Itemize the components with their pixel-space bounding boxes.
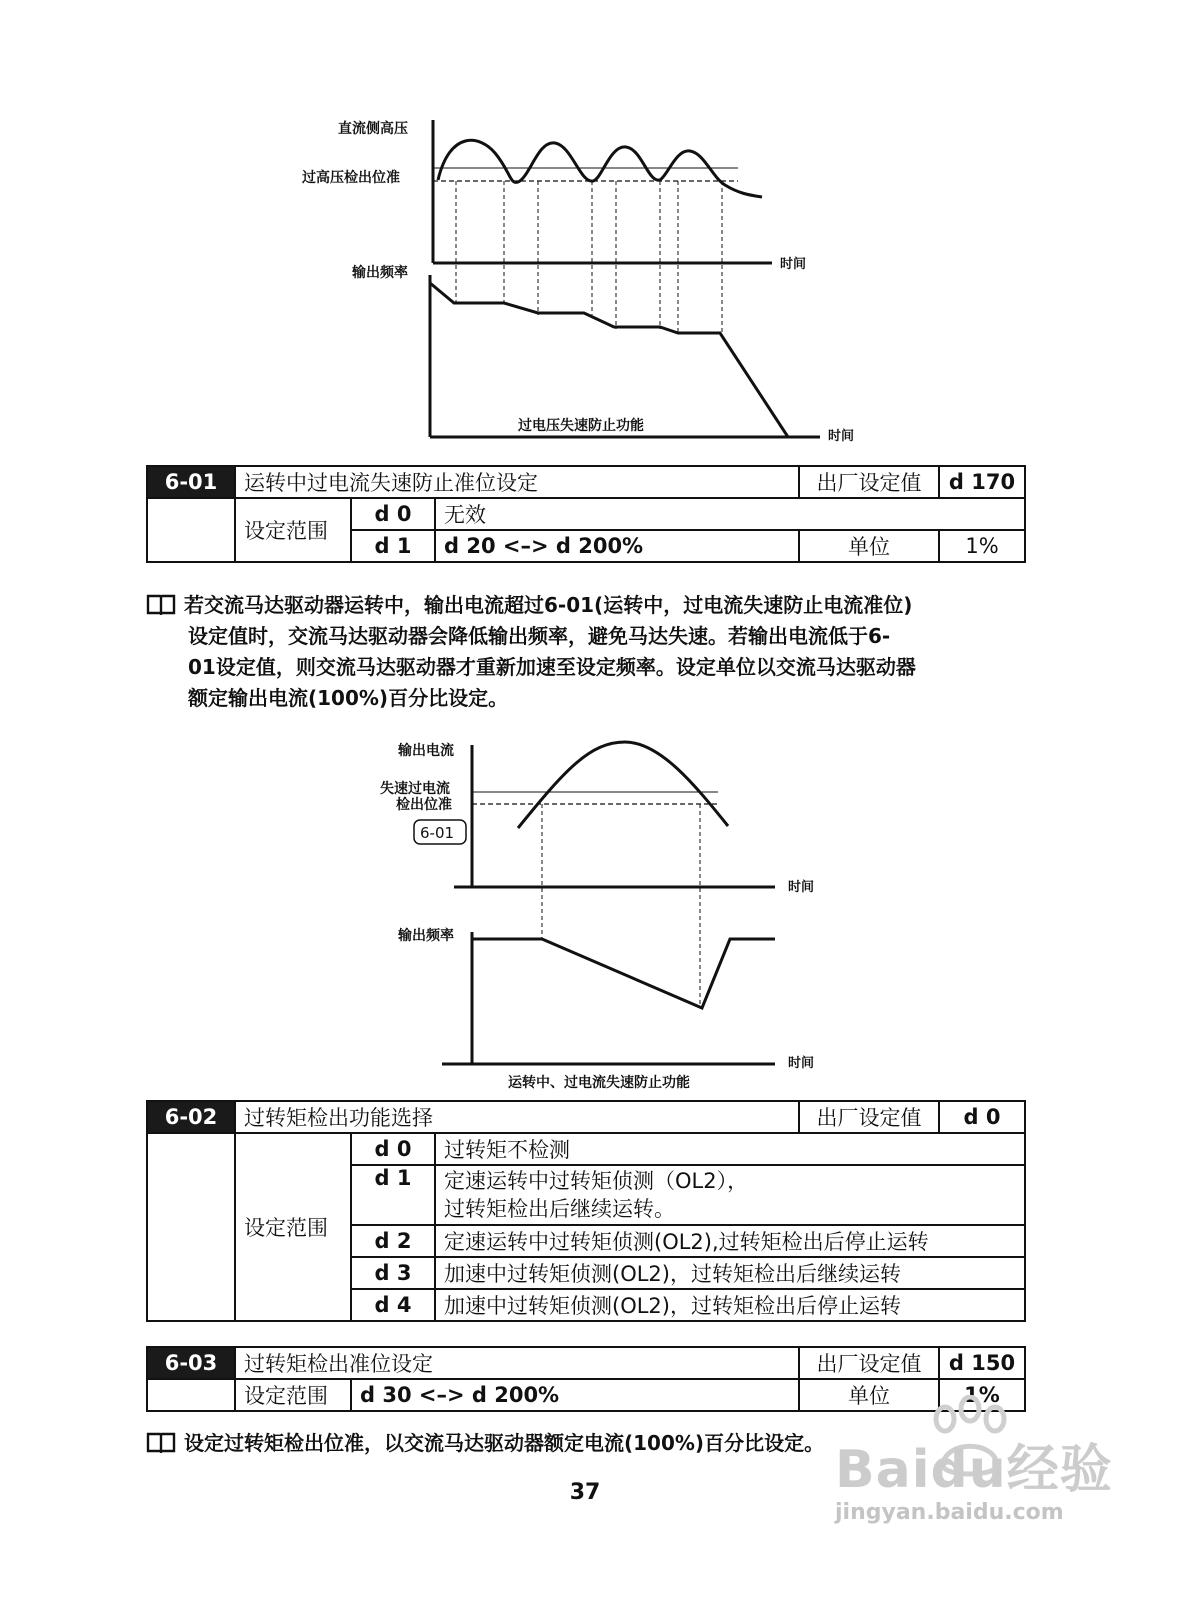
- range-label: 设定范围: [235, 1133, 351, 1321]
- unit-value: 1%: [939, 1379, 1025, 1411]
- param-title: 过转矩检出功能选择: [235, 1101, 799, 1133]
- option-desc: 加速中过转矩侦测(OL2)，过转矩检出后继续运转: [435, 1257, 1025, 1289]
- unit-value: 1%: [939, 530, 1025, 562]
- range-label: 设定范围: [235, 1379, 351, 1411]
- param-title: 运转中过电流失速防止准位设定: [235, 466, 799, 498]
- time-label-top: 时间: [788, 880, 815, 895]
- frequency-axis-label: 输出频率: [352, 265, 408, 281]
- time-label-top: 时间: [780, 257, 807, 272]
- factory-label: 出厂设定值: [799, 1347, 939, 1379]
- overvoltage-stall-diagram: [280, 105, 900, 455]
- timing-guide-lines: [542, 804, 700, 1006]
- param-6-01-table: [146, 465, 1026, 563]
- dc-bus-voltage-curve: [438, 140, 762, 197]
- range-label: 设定范围: [235, 498, 351, 562]
- unit-label: 单位: [799, 530, 939, 562]
- param-code: 6-01: [147, 466, 235, 498]
- frequency-axis-label: 输出频率: [398, 928, 454, 944]
- option-desc-line: 定速运转中过转矩侦测（OL2），: [444, 1169, 749, 1193]
- voltage-axis-label: 直流侧高压: [338, 121, 408, 137]
- option-code: d 0: [351, 1133, 435, 1165]
- unit-label: 单位: [799, 1379, 939, 1411]
- range-value: d 30 <–> d 200%: [351, 1379, 799, 1411]
- stall-label-1: 失速过电流: [380, 781, 450, 797]
- blank-cell: [147, 1379, 235, 1411]
- paragraph-line: 01设定值，则交流马达驱动器才重新加速至设定频率。设定单位以交流马达驱动器: [188, 655, 916, 679]
- option-desc: 加速中过转矩侦测(OL2)，过转矩检出后停止运转: [435, 1289, 1025, 1321]
- factory-value: d 150: [939, 1347, 1025, 1379]
- option-desc: [435, 1165, 1025, 1225]
- factory-label: 出厂设定值: [799, 1101, 939, 1133]
- output-frequency-curve: [430, 283, 788, 437]
- option-code: d 0: [351, 498, 435, 530]
- output-frequency-curve: [472, 939, 775, 1008]
- time-label-bottom: 时间: [788, 1056, 815, 1071]
- param-6-03-table: [146, 1346, 1026, 1412]
- description-paragraph-1: [146, 590, 1026, 714]
- option-desc: 定速运转中过转矩侦测(OL2),过转矩检出后停止运转: [435, 1225, 1025, 1257]
- page-number: 37: [569, 1480, 601, 1505]
- param-6-02-table: [146, 1100, 1026, 1322]
- stall-label-2: 检出位准: [396, 797, 452, 813]
- option-code: d 3: [351, 1257, 435, 1289]
- diagram-caption: 运转中、过电流失速防止功能: [508, 1075, 690, 1091]
- option-code: d 4: [351, 1289, 435, 1321]
- option-desc-line: 过转矩检出后继续运转。: [444, 1197, 675, 1221]
- current-axis-label: 输出电流: [398, 743, 454, 759]
- watermark-url: jingyan.baidu.com: [835, 1500, 1064, 1525]
- factory-value: d 0: [939, 1101, 1025, 1133]
- option-code: d 1: [351, 1165, 435, 1225]
- param-code: 6-03: [147, 1347, 235, 1379]
- param-ref-label: 6-01: [420, 824, 455, 842]
- factory-value: d 170: [939, 466, 1025, 498]
- diagram-caption: 过电压失速防止功能: [518, 418, 644, 434]
- option-code: d 2: [351, 1225, 435, 1257]
- time-label-bottom: 时间: [828, 429, 855, 444]
- watermark: [835, 1405, 1115, 1525]
- watermark-brand: Baidu经验: [835, 1440, 1113, 1500]
- paragraph-line: 若交流马达驱动器运转中，输出电流超过6-01(运转中，过电流失速防止电流准位): [184, 593, 913, 617]
- option-desc: d 20 <–> d 200%: [435, 530, 799, 562]
- param-title: 过转矩检出准位设定: [235, 1347, 799, 1379]
- book-icon: [146, 1431, 176, 1453]
- factory-label: 出厂设定值: [799, 466, 939, 498]
- option-desc: 过转矩不检测: [435, 1133, 1025, 1165]
- timing-guide-lines: [456, 181, 722, 335]
- option-code: d 1: [351, 530, 435, 562]
- overcurrent-stall-diagram: [370, 730, 850, 1095]
- param-code: 6-02: [147, 1101, 235, 1133]
- option-desc: 无效: [435, 498, 1025, 530]
- blank-cell: [147, 1133, 235, 1321]
- book-icon: [146, 593, 176, 615]
- paragraph-line: 额定输出电流(100%)百分比设定。: [188, 686, 509, 710]
- paragraph-line: 设定值时，交流马达驱动器会降低输出频率，避免马达失速。若输出电流低于6-: [188, 624, 891, 648]
- blank-cell: [147, 498, 235, 562]
- threshold-label: 过高压检出位准: [302, 170, 400, 186]
- output-current-curve: [518, 742, 728, 828]
- paragraph-line: 设定过转矩检出位准，以交流马达驱动器额定电流(100%)百分比设定。: [184, 1431, 825, 1455]
